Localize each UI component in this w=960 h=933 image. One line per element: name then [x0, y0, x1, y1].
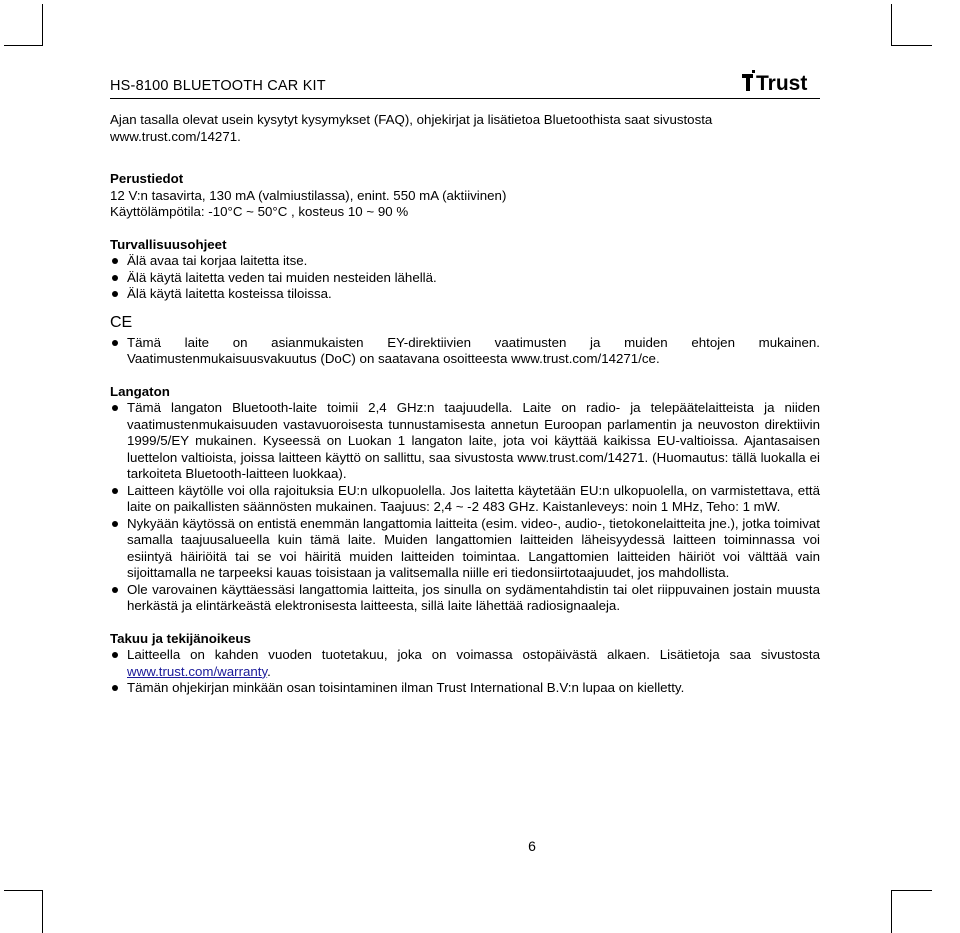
crop-mark-bottom-right-horizontal	[891, 890, 932, 891]
wireless-item: Tämä langaton Bluetooth-laite toimii 2,4 GHz:n taajuudella. Laite on radio- ja telepäätelaitteista ja niiden vaatimustenmukaisuuden vastavuoroisesta tunnustamisesta annetun Euroopan parlamentin ja neuvoston direktiivin 1999/5/EY mukainen. Kyseessä on Luokan 1 langaton laite, jota voi käyttää kaikissa EU-valtioissa. Ajantasaisen luettelon valtioista, joissa laitteen käyttö on sallittu, saa sivustosta www.trust.com/14271. (Huomautus: tällä luokalla ei tarkoiteta Bluetooth-laitteen luokkaa).	[110, 400, 820, 483]
safety-item: Älä käytä laitetta kosteissa tiloissa.	[110, 286, 820, 303]
wireless-item: Nykyään käytössä on entistä enemmän langattomia laitteita (esim. video-, audio-, tietokonelaitteita jne.), jotka toimivat samalla taajuusalueella kuin tämä laite. Muiden langattomien laitteiden läheisyydessä laitteen toiminnassa voi esiintyä häiriöitä tai se voi häiritä muiden laitteiden toimintaa. Langattomien laitteiden häiriöt voi välttää vain sijoittamalla ne tarpeeksi kauas toisistaan ja valitsemalla niille eri tiedonsiirtotaajuudet, jos mahdollista.	[110, 516, 820, 582]
wireless-list	[110, 400, 820, 615]
wireless-heading: Langaton	[110, 383, 170, 399]
crop-mark-bottom-left-horizontal	[4, 890, 43, 891]
header-rule	[110, 98, 820, 99]
basics-power-line: 12 V:n tasavirta, 130 mA (valmiustilassa), enint. 550 mA (aktiivinen)	[110, 187, 507, 203]
copyright-item: Tämän ohjekirjan minkään osan toisintaminen ilman Trust International B.V:n lupaa on kielletty.	[110, 680, 820, 697]
crop-mark-top-left-horizontal	[4, 45, 43, 46]
intro-line-2: www.trust.com/14271.	[110, 128, 241, 144]
warranty-link[interactable]: www.trust.com/warranty	[127, 663, 268, 679]
crop-mark-top-left-vertical	[42, 4, 43, 46]
crop-mark-top-right-vertical	[891, 4, 892, 46]
wireless-item: Laitteen käytölle voi olla rajoituksia EU:n ulkopuolella. Jos laitetta käytetään EU:n ulkopuolella, on varmistettava, että laite on paikallisten säännösten mukainen. Taajuus: 2,4 ~ -2 483 GHz. Kaistanleveys: noin 1 MHz, Teho: 1 mW.	[110, 483, 820, 516]
document-body	[110, 112, 820, 697]
warranty-item-end: .	[267, 663, 271, 679]
page-number: 6	[528, 838, 536, 854]
warranty-item-text: Laitteella on kahden vuoden tuotetakuu, joka on voimassa ostopäivästä alkaen. Lisätietoja saa sivustosta	[127, 647, 820, 662]
basics-temperature-line: Käyttölämpötila: -10°C ~ 50°C , kosteus 10 ~ 90 %	[110, 204, 409, 219]
safety-item: Älä käytä laitetta veden tai muiden nesteiden lähellä.	[110, 270, 820, 287]
svg-text:CE: CE	[110, 313, 133, 329]
document-header-title: HS-8100 BLUETOOTH CAR KIT	[110, 78, 326, 94]
basics-heading: Perustiedot	[110, 171, 184, 186]
crop-mark-bottom-left-vertical	[42, 890, 43, 933]
safety-item: Älä avaa tai korjaa laitetta itse.	[110, 253, 820, 270]
safety-heading: Turvallisuusohjeet	[110, 236, 227, 252]
svg-text:Trust: Trust	[756, 72, 808, 94]
ce-conformity-item: Tämä laite on asianmukaisten EY-direktiivien vaatimusten ja muiden ehtojen mukainen. Vaatimustenmukaisuusvakuutus (DoC) on saatavana osoitteesta www.trust.com/14271/ce.	[110, 335, 820, 368]
crop-mark-top-right-horizontal	[891, 45, 932, 46]
trust-logo	[742, 70, 824, 94]
wireless-item: Ole varovainen käyttäessäsi langattomia laitteita, jos sinulla on sydämentahdistin tai olet riippuvainen jostain muusta herkästä ja elintärkeästä elektronisesta laitteesta, sillä laite lähettää radiosignaaleja.	[110, 582, 820, 615]
intro-line-1: Ajan tasalla olevat usein kysytyt kysymykset (FAQ), ohjekirjat ja lisätietoa Bluetoothista saat sivustosta	[110, 112, 713, 127]
safety-list	[110, 253, 820, 303]
warranty-heading: Takuu ja tekijänoikeus	[110, 630, 251, 646]
crop-mark-bottom-right-vertical	[891, 890, 892, 933]
warranty-item	[110, 647, 820, 680]
ce-mark-icon	[110, 313, 136, 329]
ce-list	[110, 335, 820, 368]
warranty-list	[110, 647, 820, 697]
